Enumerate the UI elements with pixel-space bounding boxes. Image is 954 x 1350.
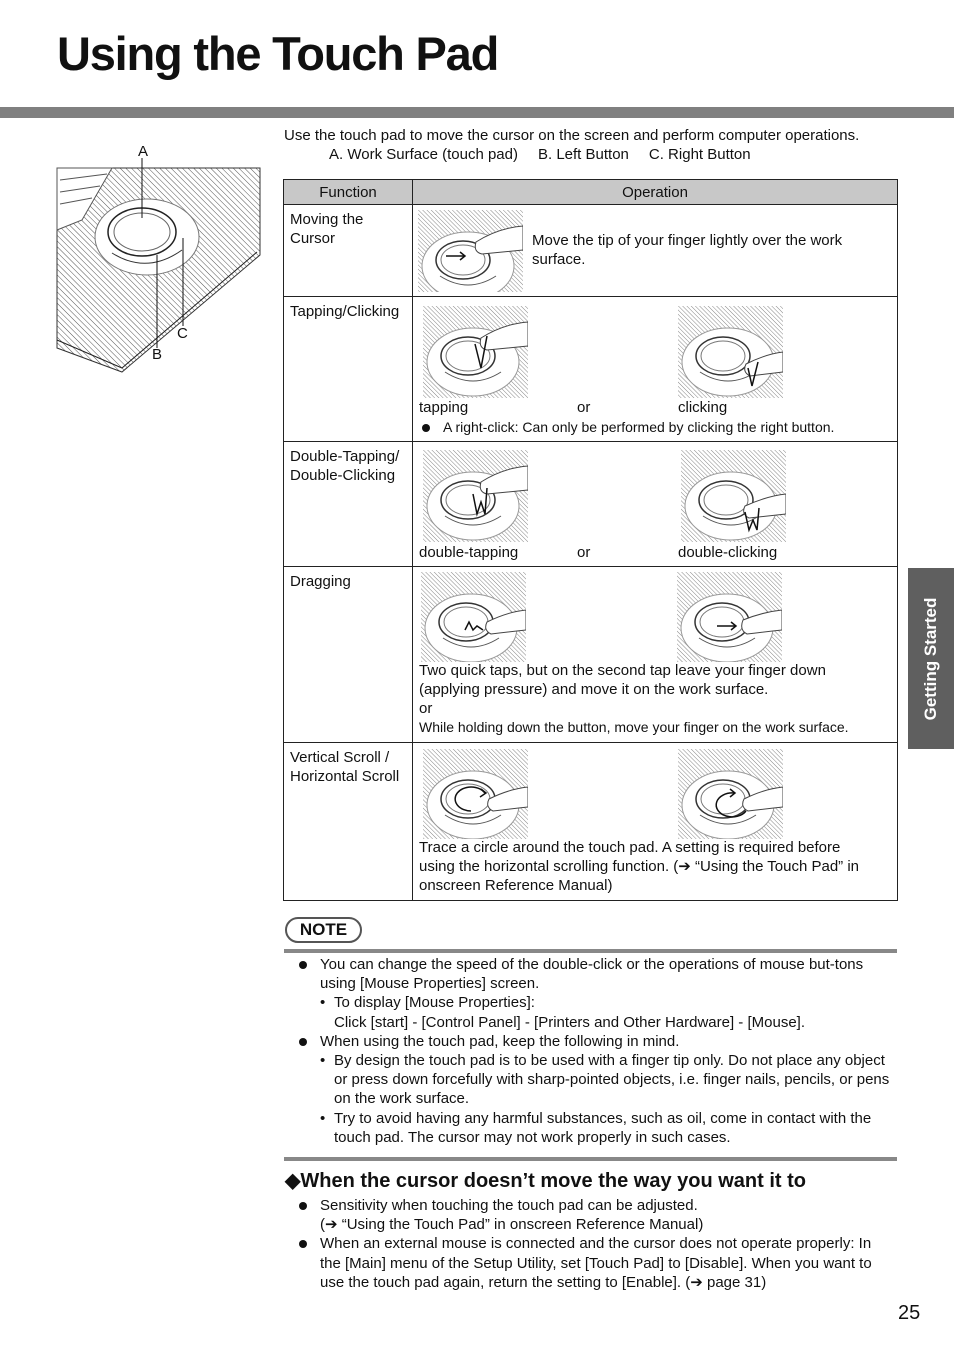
touchpad-figure <box>52 140 267 380</box>
label-c: C <box>177 325 188 342</box>
header-function: Function <box>284 180 413 205</box>
side-tab <box>908 568 954 749</box>
intro <box>284 126 859 164</box>
right-click-note: A right-click: Can only be performed by clicking the right button. <box>419 418 903 437</box>
function-cell: Vertical Scroll / Horizontal Scroll <box>284 743 413 901</box>
legend-b: B. Left Button <box>537 146 629 163</box>
dragging-tap-illustration <box>421 572 526 662</box>
double-clicking-illustration <box>681 450 786 542</box>
note-bottom-rule <box>284 1157 897 1161</box>
table-row <box>284 205 898 297</box>
double-tapping-caption: double-tapping <box>419 544 519 561</box>
operation-cell <box>413 297 898 442</box>
function-cell: Moving the Cursor <box>284 205 413 297</box>
legend-a: A. Work Surface (touch pad) <box>329 146 518 163</box>
operation-cell <box>413 205 898 297</box>
double-tapping-illustration <box>423 450 528 542</box>
double-clicking-caption: double-clicking <box>678 544 778 561</box>
note-bullet-1: You can change the speed of the double-click or the operations of mouse but-tons using [Mouse Properties] screen. <box>296 955 896 993</box>
page-title: Using the Touch Pad <box>57 27 499 80</box>
note-sub-2: • By design the touch pad is to be used with a finger tip only. Do not place any object or press down forcefully with sharp-pointed objects, i.e. finger nails, pencils, or pens on the work surface. <box>296 1051 896 1109</box>
clicking-caption: clicking <box>678 399 728 416</box>
move-cursor-illustration <box>418 210 523 292</box>
dragging-button-illustration <box>677 572 782 662</box>
table-header-row <box>284 180 898 205</box>
clicking-illustration <box>678 306 783 398</box>
or-caption: or <box>419 700 433 717</box>
tapping-caption: tapping <box>419 399 469 416</box>
or-caption: or <box>577 399 591 416</box>
note-bullet-2: When using the touch pad, keep the following in mind. <box>296 1032 896 1051</box>
table-row <box>284 567 898 743</box>
vertical-scroll-illustration <box>423 749 528 839</box>
operation-cell <box>413 743 898 901</box>
operation-cell <box>413 567 898 743</box>
page-number: 25 <box>898 1302 921 1324</box>
intro-legend <box>284 145 859 164</box>
section-bullet-2: When an external mouse is connected and the cursor does not operate properly: In the [Main] menu of the Setup Utility, set [Touch Pad] to [Disable]. When you want to use the touch pad again, return the setting to [Enable]. (➔ page 31) <box>296 1234 896 1292</box>
title-divider <box>0 107 954 118</box>
section-bullet-1: Sensitivity when touching the touch pad can be adjusted. <box>296 1196 896 1215</box>
intro-text: Use the touch pad to move the cursor on the screen and perform computer operations. <box>284 127 860 144</box>
note-list <box>296 955 896 1147</box>
note-top-rule <box>284 949 897 953</box>
function-cell: Dragging <box>284 567 413 743</box>
table-row <box>284 743 898 901</box>
horizontal-scroll-illustration <box>678 749 783 839</box>
table-row <box>284 297 898 442</box>
section-heading: ◆When the cursor doesn’t move the way you want it to <box>285 1170 806 1192</box>
note-sub-1-cont: Click [start] - [Control Panel] - [Printers and Other Hardware] - [Mouse]. <box>334 1013 805 1031</box>
legend-c: C. Right Button <box>648 146 751 163</box>
label-b: B <box>152 346 163 363</box>
side-tab-label: Getting Started <box>921 597 940 720</box>
note-sub-3: • Try to avoid having any harmful substances, such as oil, come in contact with the touch pad. The cursor may not work properly in such cases. <box>296 1109 896 1147</box>
section-list <box>296 1196 896 1292</box>
header-operation: Operation <box>413 180 898 205</box>
label-a: A <box>138 143 149 160</box>
table-row <box>284 442 898 567</box>
function-cell: Tapping/Clicking <box>284 297 413 442</box>
move-cursor-text: Move the tip of your finger lightly over the work surface. <box>532 232 843 268</box>
tapping-illustration <box>423 306 528 398</box>
function-cell: Double-Tapping/ Double-Clicking <box>284 442 413 567</box>
operation-cell <box>413 442 898 567</box>
note-sub-1: • To display [Mouse Properties]: <box>296 993 896 1012</box>
dragging-text-2: While holding down the button, move your finger on the work surface. <box>419 719 849 735</box>
scroll-text: Trace a circle around the touch pad. A setting is required before using the horizontal scrolling function. (➔ “Using the Touch Pad” in onscreen Reference Manual) <box>419 839 860 894</box>
note-badge: NOTE <box>285 917 362 943</box>
operations-table <box>283 179 898 901</box>
dragging-text-1: Two quick taps, but on the second tap leave your finger down (applying pressure) and move it on the work surface. <box>419 662 826 698</box>
or-caption: or <box>577 544 591 561</box>
section-bullet-1-cont: (➔ “Using the Touch Pad” in onscreen Reference Manual) <box>320 1216 704 1234</box>
